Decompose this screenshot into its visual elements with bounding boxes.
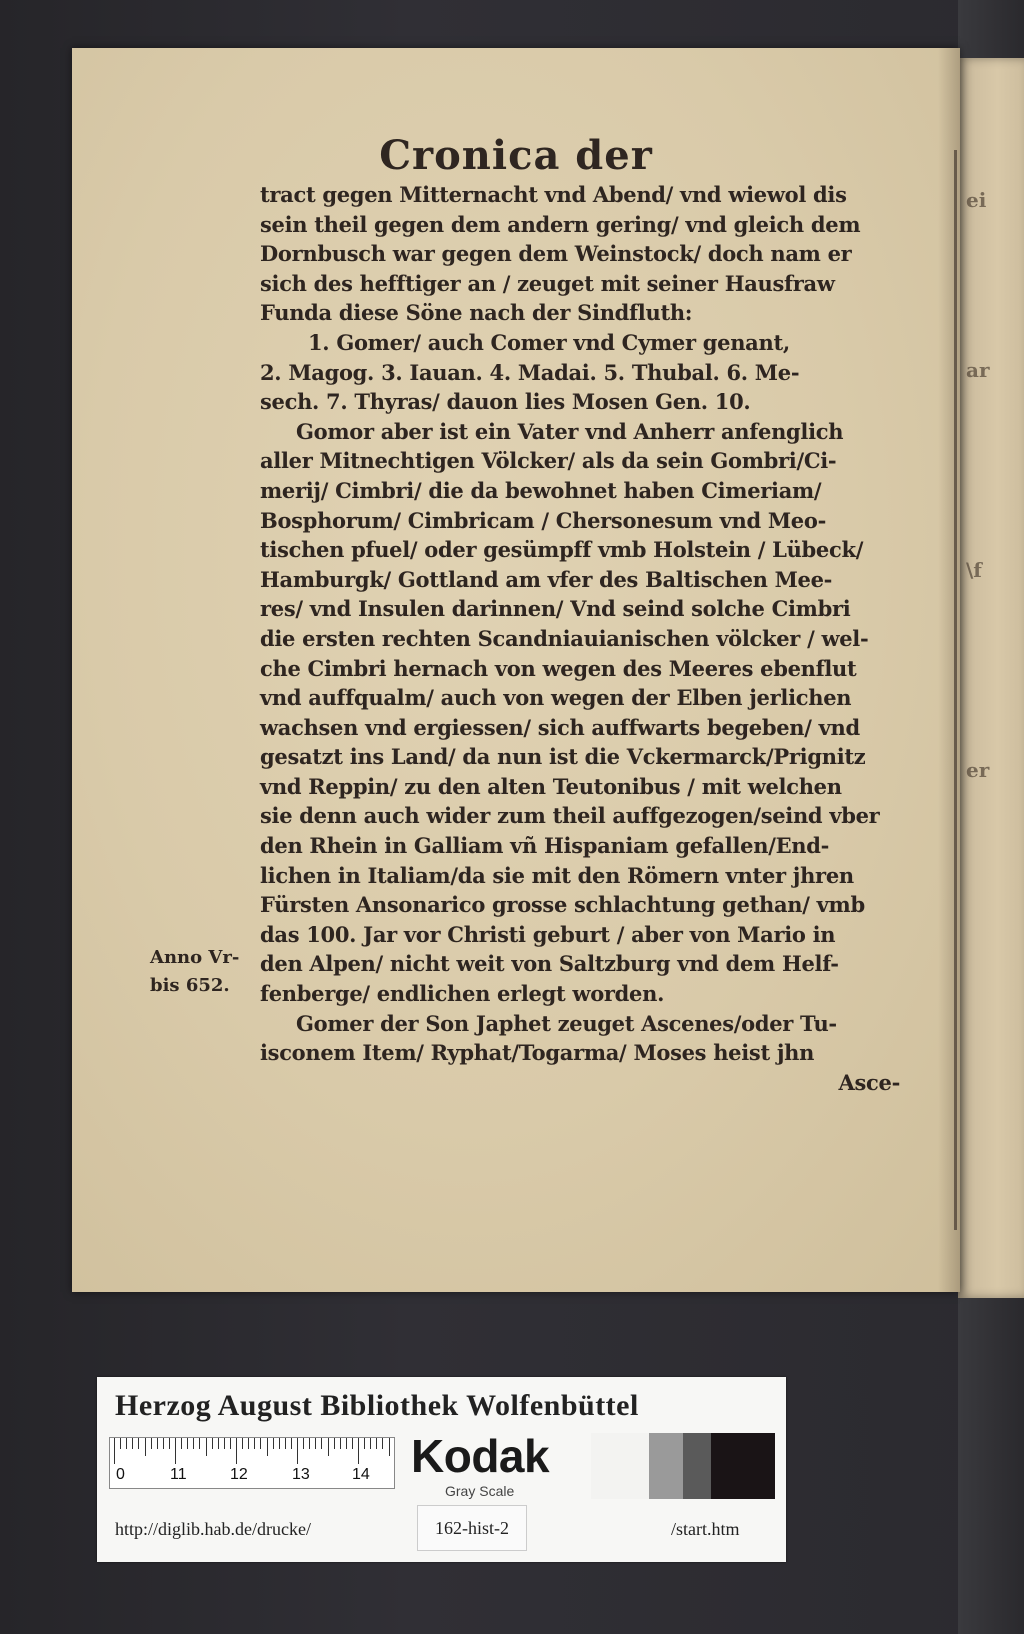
- text-line: gesatzt ins Land/ da nun ist die Vckermarck/Prignitz: [260, 744, 866, 770]
- ruler-tick: [114, 1438, 115, 1464]
- ruler-tick: [328, 1438, 329, 1456]
- text-line: tract gegen Mitternacht vnd Abend/ vnd wiewol dis: [260, 182, 847, 207]
- ruler-tick: [279, 1438, 280, 1449]
- ruler-tick: [193, 1438, 194, 1449]
- text-line: aller Mitnechtigen Völcker/ als da sein Gombri/Ci-: [260, 448, 837, 474]
- shelfmark: 162-hist-2: [417, 1505, 527, 1551]
- ruler-tick: [321, 1438, 322, 1449]
- ruler-tick: [212, 1438, 213, 1449]
- text-line: Funda diese Söne nach der Sindfluth:: [260, 300, 693, 326]
- text-line: 2. Magog. 3. Iauan. 4. Madai. 5. Thubal. 6. Me-: [260, 359, 800, 385]
- text-line: das 100. Jar vor Christi geburt / aber von Mario in: [260, 921, 836, 947]
- ruler-tick: [267, 1438, 268, 1456]
- facing-page: [958, 58, 1024, 1298]
- ruler-tick: [389, 1438, 390, 1456]
- gray-swatch-dark: [683, 1433, 711, 1499]
- text-line: tischen pfuel/ oder gesümpff vmb Holstein / Lübeck/: [260, 537, 864, 563]
- ruler-tick: [370, 1438, 371, 1449]
- ruler-tick: [132, 1438, 133, 1449]
- body-text: [260, 180, 902, 1097]
- gray-scale-label: Gray Scale: [445, 1483, 515, 1499]
- ruler-tick: [364, 1438, 365, 1449]
- kodak-logo: Kodak: [411, 1430, 550, 1482]
- ruler-tick: [346, 1438, 347, 1449]
- ruler-tick: [199, 1438, 200, 1449]
- gray-swatch-black: [711, 1433, 775, 1499]
- ruler-tick: [206, 1438, 207, 1456]
- scan-color-target: [97, 1377, 786, 1562]
- ruler-tick: [151, 1438, 152, 1449]
- text-line: Dornbusch war gegen dem Weinstock/ doch nam er: [260, 241, 852, 267]
- ruler-tick: [315, 1438, 316, 1449]
- ruler-tick: [340, 1438, 341, 1449]
- text-line: die ersten rechten Scandniauianischen völcker / wel-: [260, 625, 869, 651]
- text-line: vnd Reppin/ zu den alten Teutonibus / mit welchen: [260, 773, 842, 799]
- ruler-tick: [169, 1438, 170, 1449]
- ruler-tick: [218, 1438, 219, 1449]
- text-line: sein theil gegen dem andern gering/ vnd gleich dem: [260, 211, 861, 237]
- ruler-tick: [297, 1438, 298, 1464]
- ruler-tick: [382, 1438, 383, 1449]
- text-line: 1. Gomer/ auch Comer vnd Cymer genant,: [308, 329, 790, 355]
- ruler-tick: [230, 1438, 231, 1449]
- ruler-tick: [376, 1438, 377, 1449]
- ruler-tick: [163, 1438, 164, 1449]
- book-page: [72, 48, 960, 1292]
- ruler-tick: [181, 1438, 182, 1449]
- text-line: Fürsten Ansonarico grosse schlachtung gethan/ vmb: [260, 892, 865, 918]
- text-line: wachsen vnd ergiessen/ sich auffwarts begeben/ vnd: [260, 714, 860, 740]
- ruler-tick: [309, 1438, 310, 1449]
- facing-page-fragment: er: [966, 758, 990, 782]
- ruler-tick: [285, 1438, 286, 1449]
- text-line: den Rhein in Galliam vñ Hispaniam gefallen/End-: [260, 833, 830, 859]
- text-line: sech. 7. Thyras/ dauon lies Mosen Gen. 10.: [260, 389, 751, 415]
- text-line: merij/ Cimbri/ die da bewohnet haben Cimeriam/: [260, 477, 822, 503]
- text-line: Hamburgk/ Gottland am vfer des Baltischen Mee-: [260, 566, 833, 592]
- text-line: vnd auffqualm/ auch von wegen der Elben jerlichen: [260, 685, 852, 711]
- ruler-ticks: [114, 1438, 390, 1464]
- text-line: Gomor aber ist ein Vater vnd Anherr anfenglich: [296, 418, 844, 444]
- margin-note-line: Anno Vr-: [150, 947, 240, 968]
- ruler-number: 13: [292, 1466, 310, 1483]
- ruler-tick: [224, 1438, 225, 1449]
- facing-page-fragment: ar: [966, 358, 990, 382]
- library-name: Herzog August Bibliothek Wolfenbüttel: [115, 1389, 639, 1422]
- ruler-tick: [352, 1438, 353, 1449]
- text-line: sich des hefftiger an / zeuget mit seiner Hausfraw: [260, 270, 835, 296]
- ruler-number: 12: [230, 1466, 248, 1483]
- text-line: res/ vnd Insulen darinnen/ Vnd seind solche Cimbri: [260, 596, 851, 622]
- ruler-tick: [334, 1438, 335, 1449]
- source-url: http://diglib.hab.de/drucke/: [115, 1519, 311, 1539]
- ruler-tick: [120, 1438, 121, 1449]
- ruler-tick: [273, 1438, 274, 1449]
- ruler-tick: [254, 1438, 255, 1449]
- ruler-tick: [358, 1438, 359, 1464]
- text-line: Bosphorum/ Cimbricam / Chersonesum vnd Meo-: [260, 507, 826, 533]
- margin-note-line: bis 652.: [150, 975, 230, 996]
- text-line: lichen in Italiam/da sie mit den Römern vnter jhren: [260, 862, 854, 888]
- ruler-tick: [187, 1438, 188, 1449]
- ruler-tick: [138, 1438, 139, 1449]
- start-url: /start.htm: [671, 1519, 740, 1539]
- running-head: Cronica der: [379, 132, 653, 179]
- text-line: sie denn auch wider zum theil auffgezogen/seind vber: [260, 803, 880, 829]
- catchword: Asce-: [838, 1069, 900, 1095]
- ruler-tick: [126, 1438, 127, 1449]
- ruler-tick: [145, 1438, 146, 1456]
- text-line: den Alpen/ nicht weit von Saltzburg vnd dem Helf-: [260, 951, 839, 977]
- text-line: Gomer der Son Japhet zeuget Ascenes/oder Tu-: [296, 1010, 837, 1036]
- ruler: [109, 1437, 395, 1489]
- ruler-numbers: [110, 1466, 394, 1488]
- gray-swatch-mid: [649, 1433, 683, 1499]
- facing-page-fragment: \f: [966, 558, 982, 582]
- ruler-tick: [303, 1438, 304, 1449]
- facing-page-fragment: ei: [966, 188, 987, 212]
- ruler-tick: [242, 1438, 243, 1449]
- page-gutter-line: [954, 150, 957, 1230]
- ruler-number: 11: [170, 1466, 187, 1483]
- ruler-number: 14: [352, 1466, 370, 1483]
- ruler-tick: [291, 1438, 292, 1449]
- ruler-tick: [175, 1438, 176, 1464]
- ruler-tick: [260, 1438, 261, 1449]
- ruler-tick: [157, 1438, 158, 1449]
- text-line: che Cimbri hernach von wegen des Meeres ebenflut: [260, 655, 857, 681]
- ruler-tick: [236, 1438, 237, 1464]
- text-line: fenberge/ endlichen erlegt worden.: [260, 981, 665, 1007]
- gray-swatch-white: [591, 1433, 649, 1499]
- ruler-number: 0: [116, 1466, 125, 1483]
- text-line: isconem Item/ Ryphat/Togarma/ Moses heist jhn: [260, 1040, 815, 1066]
- ruler-tick: [248, 1438, 249, 1449]
- margin-note: [150, 944, 239, 1000]
